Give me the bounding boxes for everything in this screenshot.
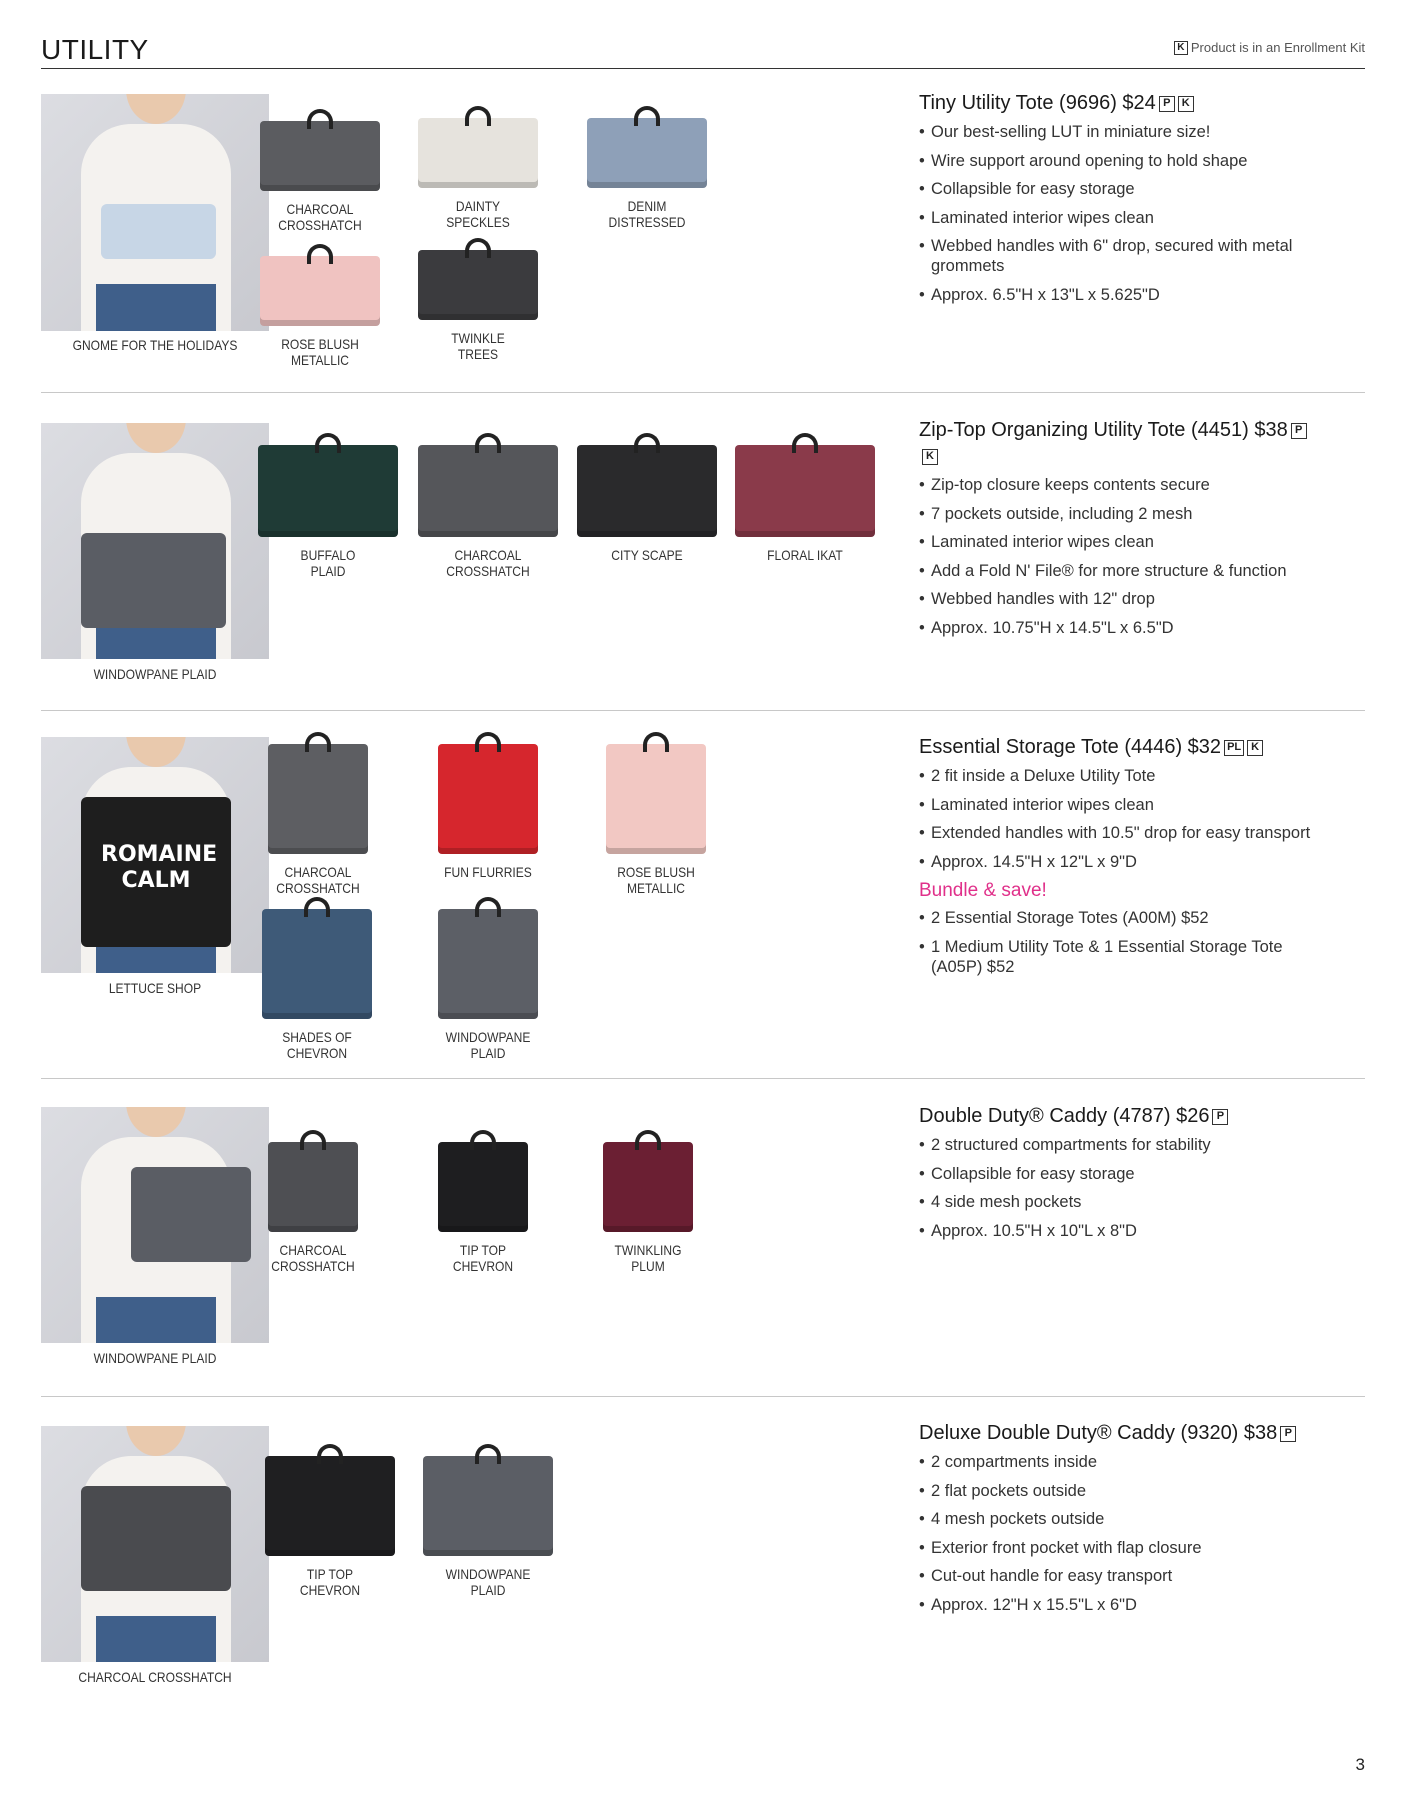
product-badge: P	[1291, 423, 1307, 439]
feature-item: • 7 pockets outside, including 2 mesh	[919, 504, 1319, 524]
feature-list	[919, 122, 1319, 305]
bag-handle	[475, 433, 501, 453]
model-photo	[41, 423, 269, 659]
feature-item: • Add a Fold N' File® for more structure & function	[919, 561, 1319, 581]
model-caption: CHARCOAL CROSSHATCH	[78, 1669, 232, 1685]
product-badge: K	[922, 449, 938, 465]
bag-image	[418, 118, 538, 188]
bag-image	[603, 1142, 693, 1232]
bag-image	[606, 744, 706, 854]
feature-item: • Laminated interior wipes clean	[919, 208, 1319, 228]
product-badge: K	[1178, 96, 1194, 112]
product-info	[919, 734, 1319, 985]
feature-item: • 2 compartments inside	[919, 1452, 1319, 1472]
bag-image	[423, 1456, 553, 1556]
pattern-swatch	[248, 445, 408, 579]
bag-image	[265, 1456, 395, 1556]
bag-image	[418, 250, 538, 320]
feature-item: • Approx. 10.5"H x 10"L x 8"D	[919, 1221, 1319, 1241]
model-caption: LETTUCE SHOP	[108, 980, 202, 996]
kit-badge: K	[1174, 41, 1188, 55]
bag-handle	[792, 433, 818, 453]
pattern-swatch	[252, 909, 382, 1061]
model-bag	[81, 1486, 231, 1591]
feature-item: • Zip-top closure keeps contents secure	[919, 475, 1319, 495]
feature-item: • Cut-out handle for easy transport	[919, 1566, 1319, 1586]
swatch-label: WINDOWPANE PLAID	[445, 1029, 531, 1061]
enrollment-kit-note	[1171, 40, 1365, 55]
bag-handle	[317, 1444, 343, 1464]
feature-list	[919, 1452, 1319, 1615]
pattern-swatch	[408, 250, 548, 362]
bag-image	[268, 744, 368, 854]
swatch-label: CHARCOAL CROSSHATCH	[276, 864, 360, 896]
feature-item: • Extended handles with 10.5" drop for easy transport	[919, 823, 1319, 843]
product-badge: P	[1212, 1109, 1228, 1125]
title-rule	[41, 68, 1365, 69]
feature-item: • Approx. 10.75"H x 14.5"L x 6.5"D	[919, 618, 1319, 638]
bag-image	[260, 256, 380, 326]
swatch-label: ROSE BLUSH METALLIC	[617, 864, 695, 896]
pattern-swatch	[567, 445, 727, 563]
bag-image	[438, 1142, 528, 1232]
pattern-swatch	[250, 256, 390, 368]
model-head	[126, 423, 186, 453]
product-title	[919, 734, 1319, 760]
bag-image	[258, 445, 398, 537]
swatch-label: TWINKLE TREES	[451, 330, 505, 362]
model-jeans	[96, 1297, 216, 1343]
feature-item: • Approx. 12"H x 15.5"L x 6"D	[919, 1595, 1319, 1615]
bag-image	[587, 118, 707, 188]
swatch-label: TIP TOP CHEVRON	[452, 1242, 514, 1274]
swatch-label: CHARCOAL CROSSHATCH	[278, 201, 362, 233]
page-title: UTILITY	[41, 34, 149, 65]
bag-handle	[307, 109, 333, 129]
bag-handle	[470, 1130, 496, 1150]
swatch-label: TWINKLING PLUM	[614, 1242, 682, 1274]
model-head	[126, 1107, 186, 1137]
pattern-swatch	[408, 118, 548, 230]
model-bag	[101, 204, 216, 259]
product-badge: P	[1280, 1426, 1296, 1442]
swatch-label: WINDOWPANE PLAID	[445, 1566, 531, 1598]
swatch-label: CHARCOAL CROSSHATCH	[271, 1242, 355, 1274]
bundle-item: • 1 Medium Utility Tote & 1 Essential Storage Tote (A05P) $52	[919, 937, 1319, 977]
bag-handle	[315, 433, 341, 453]
bundle-list	[919, 908, 1319, 977]
swatch-label: ROSE BLUSH METALLIC	[281, 336, 359, 368]
feature-item: • Collapsible for easy storage	[919, 1164, 1319, 1184]
bag-image	[438, 909, 538, 1019]
feature-item: • Laminated interior wipes clean	[919, 532, 1319, 552]
swatch-label: BUFFALO PLAID	[300, 547, 356, 579]
feature-item: • 4 mesh pockets outside	[919, 1509, 1319, 1529]
product-title-text: Essential Storage Tote (4446) $32	[919, 736, 1222, 758]
pattern-swatch	[725, 445, 885, 563]
bag-image	[418, 445, 558, 537]
product-title	[919, 90, 1319, 116]
swatch-label: FLORAL IKAT	[767, 547, 843, 563]
swatch-label: FUN FLURRIES	[444, 864, 532, 880]
product-title-text: Deluxe Double Duty® Caddy (9320) $38	[919, 1422, 1278, 1444]
bundle-heading: Bundle & save!	[919, 880, 1047, 901]
feature-item: • 2 structured compartments for stability	[919, 1135, 1319, 1155]
pattern-swatch	[408, 445, 568, 579]
feature-item: • Wire support around opening to hold shape	[919, 151, 1319, 171]
feature-list	[919, 1135, 1319, 1241]
feature-item: • Collapsible for easy storage	[919, 179, 1319, 199]
feature-item: • 2 flat pockets outside	[919, 1481, 1319, 1501]
product-badge: K	[1247, 740, 1263, 756]
feature-item: • Webbed handles with 12" drop	[919, 589, 1319, 609]
bag-handle	[307, 244, 333, 264]
feature-item: • 2 fit inside a Deluxe Utility Tote	[919, 766, 1319, 786]
product-info	[919, 1420, 1319, 1623]
pattern-swatch	[428, 1142, 538, 1274]
pattern-swatch	[258, 744, 378, 896]
pattern-swatch	[596, 744, 716, 896]
bundle-item: • 2 Essential Storage Totes (A00M) $52	[919, 908, 1319, 928]
model-head	[126, 94, 186, 124]
product-info	[919, 1103, 1319, 1249]
product-badge: PL	[1224, 740, 1244, 756]
model-jeans	[96, 284, 216, 331]
product-title-text: Tiny Utility Tote (9696) $24	[919, 92, 1156, 114]
bag-handle	[300, 1130, 326, 1150]
product-info	[919, 417, 1319, 646]
bag-handle	[305, 732, 331, 752]
model-photo	[41, 1426, 269, 1662]
feature-item: • Laminated interior wipes clean	[919, 795, 1319, 815]
bag-handle	[634, 433, 660, 453]
product-badge: P	[1159, 96, 1175, 112]
feature-list	[919, 475, 1319, 638]
pattern-swatch	[250, 121, 390, 233]
model-caption: WINDOWPANE PLAID	[93, 1350, 217, 1366]
pattern-swatch	[428, 909, 548, 1061]
bag-handle	[475, 732, 501, 752]
page-number: 3	[1355, 1755, 1365, 1774]
product-title	[919, 1103, 1319, 1129]
pattern-swatch	[428, 744, 548, 880]
model-bag	[81, 533, 226, 628]
bag-handle	[643, 732, 669, 752]
bag-handle	[304, 897, 330, 917]
pattern-swatch	[413, 1456, 563, 1598]
pattern-swatch	[258, 1142, 368, 1274]
product-info	[919, 90, 1319, 313]
feature-item: • Exterior front pocket with flap closure	[919, 1538, 1319, 1558]
bag-image	[577, 445, 717, 537]
model-jeans	[96, 1616, 216, 1662]
model-photo	[41, 737, 269, 973]
bag-image	[735, 445, 875, 537]
section-divider	[41, 1396, 1365, 1397]
product-title-text: Double Duty® Caddy (4787) $26	[919, 1105, 1210, 1127]
pattern-swatch	[577, 118, 717, 230]
feature-item: • 4 side mesh pockets	[919, 1192, 1319, 1212]
section-divider	[41, 392, 1365, 393]
pattern-swatch	[255, 1456, 405, 1598]
bag-image	[438, 744, 538, 854]
product-title	[919, 1420, 1319, 1446]
swatch-label: SHADES OF CHEVRON	[282, 1029, 352, 1061]
swatch-label: DENIM DISTRESSED	[608, 198, 686, 230]
model-caption: WINDOWPANE PLAID	[93, 666, 217, 682]
model-photo	[41, 94, 269, 331]
bag-handle	[634, 106, 660, 126]
kit-note-text: Product is in an Enrollment Kit	[1190, 40, 1365, 55]
section-divider	[41, 710, 1365, 711]
feature-item: • Webbed handles with 6" drop, secured with metal grommets	[919, 236, 1319, 276]
bag-print-text: ROMAINE CALM	[101, 842, 218, 893]
bag-handle	[465, 238, 491, 258]
model-caption: GNOME FOR THE HOLIDAYS	[72, 337, 238, 353]
model-photo	[41, 1107, 269, 1343]
model-bag	[81, 797, 231, 947]
model-head	[126, 1426, 186, 1456]
model-bag	[131, 1167, 251, 1262]
swatch-label: CHARCOAL CROSSHATCH	[446, 547, 530, 579]
bag-image	[260, 121, 380, 191]
bag-handle	[475, 897, 501, 917]
swatch-label: TIP TOP CHEVRON	[299, 1566, 361, 1598]
product-title-text: Zip-Top Organizing Utility Tote (4451) $38	[919, 419, 1288, 441]
section-divider	[41, 1078, 1365, 1079]
swatch-label: DAINTY SPECKLES	[446, 198, 510, 230]
bag-handle	[475, 1444, 501, 1464]
model-head	[126, 737, 186, 767]
feature-list	[919, 766, 1319, 872]
product-title	[919, 417, 1319, 469]
feature-item: • Our best-selling LUT in miniature size!	[919, 122, 1319, 142]
feature-item: • Approx. 6.5"H x 13"L x 5.625"D	[919, 285, 1319, 305]
bag-handle	[635, 1130, 661, 1150]
pattern-swatch	[593, 1142, 703, 1274]
swatch-label: CITY SCAPE	[611, 547, 683, 563]
bag-handle	[465, 106, 491, 126]
bag-image	[268, 1142, 358, 1232]
bag-image	[262, 909, 372, 1019]
feature-item: • Approx. 14.5"H x 12"L x 9"D	[919, 852, 1319, 872]
